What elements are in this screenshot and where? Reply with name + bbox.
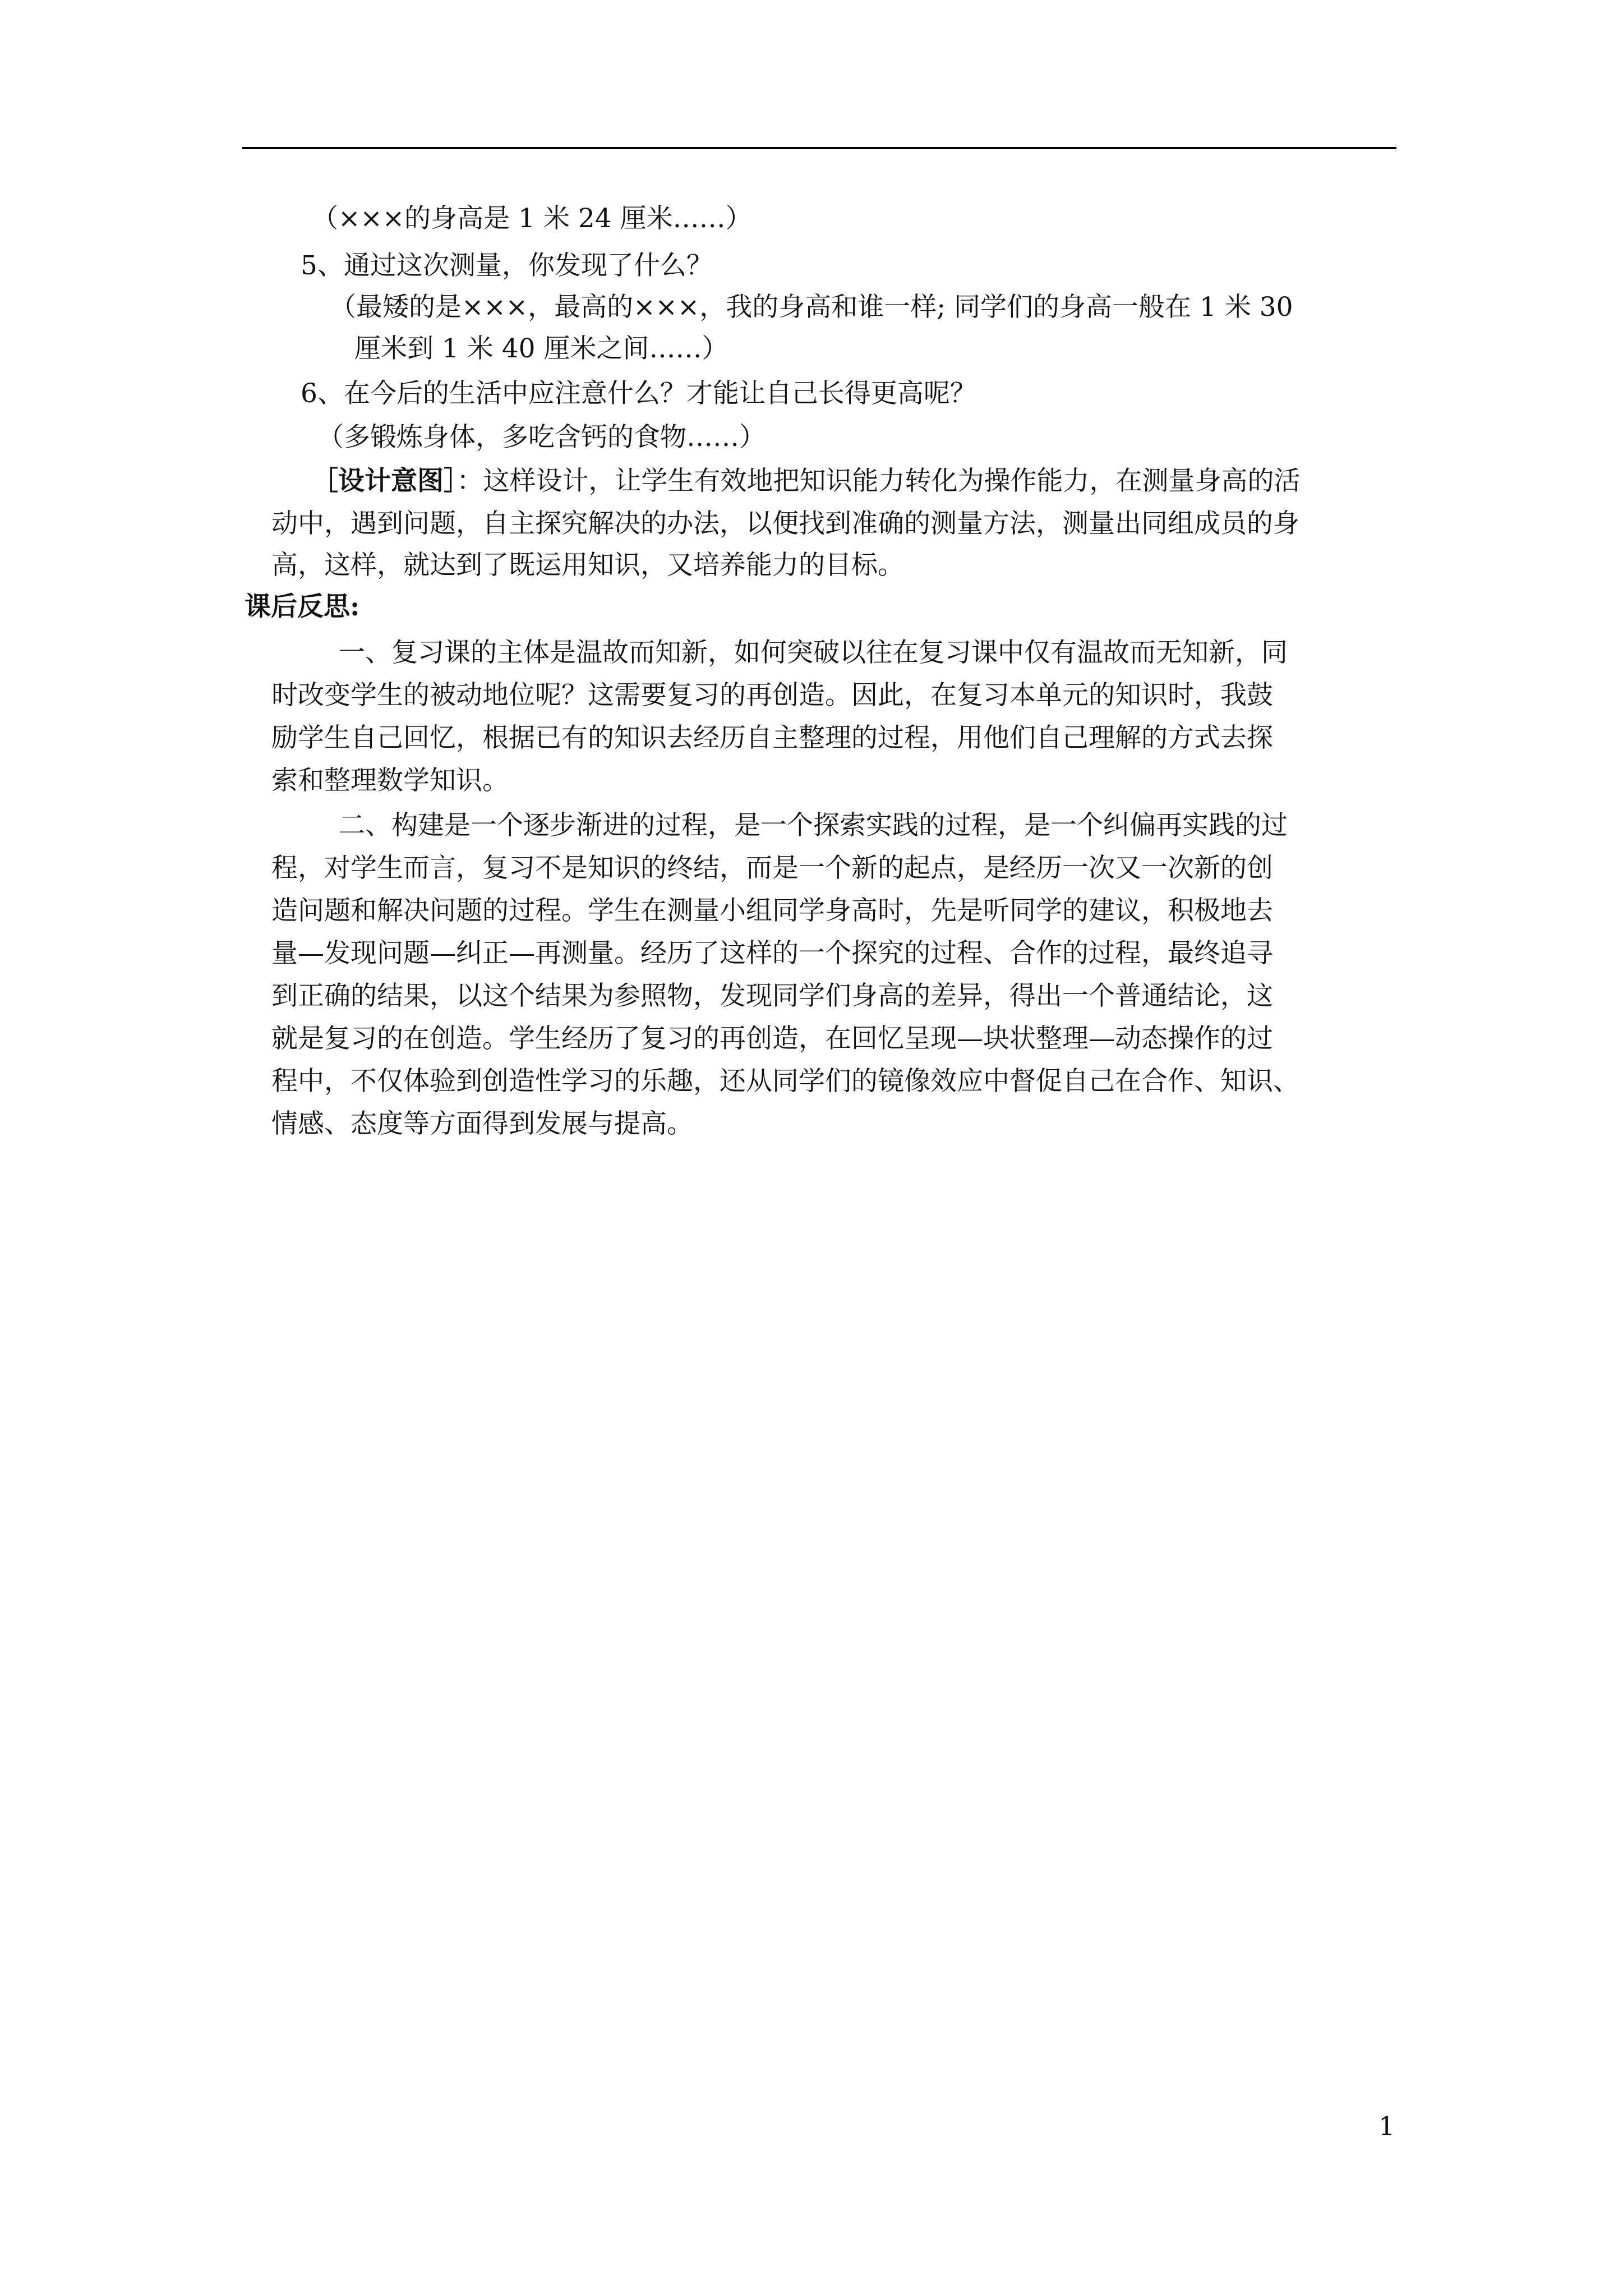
reflection-p1-line-1: 一、复习课的主体是温故而知新，如何突破以往在复习课中仅有温故而无知新，同 xyxy=(339,637,1288,668)
reflection-p2-line-3: 造问题和解决问题的过程。学生在测量小组同学身高时，先是听同学的建议，积极地去 xyxy=(271,895,1273,926)
header-rule xyxy=(242,147,1396,149)
reflection-heading: 课后反思: xyxy=(245,591,360,622)
design-intent-line-1 xyxy=(312,464,1301,498)
reflection-p2-line-4: 量—发现问题—纠正—再测量。经历了这样的一个探究的过程、合作的过程，最终追寻 xyxy=(271,938,1273,969)
design-intent-text-1: ：这样设计，让学生有效地把知识能力转化为操作能力，在测量身高的活 xyxy=(457,466,1301,496)
answer-5-line-2: 厘米到 1 米 40 厘米之间……） xyxy=(354,333,728,364)
reflection-p1-line-3: 励学生自己回忆，根据已有的知识去经历自主整理的过程，用他们自己理解的方式去探 xyxy=(271,723,1273,753)
answer-5-line-1: （最矮的是×××，最高的×××，我的身高和谁一样; 同学们的身高一般在 1 米 30 xyxy=(330,292,1293,323)
design-intent-label: ［设计意图］ xyxy=(312,466,457,496)
reflection-p2-line-2: 程，对学生而言，复习不是知识的终结，而是一个新的起点，是经历一次又一次新的创 xyxy=(271,853,1273,884)
reflection-p2-line-5: 到正确的结果，以这个结果为参照物，发现同学们身高的差异，得出一个普通结论，这 xyxy=(271,981,1273,1011)
reflection-p1-line-2: 时改变学生的被动地位呢？这需要复习的再创造。因此，在复习本单元的知识时，我鼓 xyxy=(271,680,1273,711)
answer-line-heights: （×××的身高是 1 米 24 厘米……） xyxy=(312,203,752,234)
question-5: 5、通过这次测量，你发现了什么？ xyxy=(301,250,713,281)
question-6: 6、在今后的生活中应注意什么？才能让自己长得更高呢？ xyxy=(301,378,976,409)
reflection-p1-line-4: 索和整理数学知识。 xyxy=(271,765,509,796)
design-intent-line-2: 动中，遇到问题，自主探究解决的办法，以便找到准确的测量方法，测量出同组成员的身 xyxy=(271,508,1299,539)
answer-6: （多锻炼身体，多吃含钙的食物……） xyxy=(317,422,766,453)
reflection-p2-line-6: 就是复习的在创造。学生经历了复习的再创造，在回忆呈现—块状整理—动态操作的过 xyxy=(271,1023,1273,1054)
reflection-p2-line-8: 情感、态度等方面得到发展与提高。 xyxy=(271,1108,693,1139)
reflection-p2-line-1: 二、构建是一个逐步渐进的过程，是一个探索实践的过程，是一个纠偏再实践的过 xyxy=(339,810,1288,841)
reflection-p2-line-7: 程中，不仅体验到创造性学习的乐趣，还从同学们的镜像效应中督促自己在合作、知识、 xyxy=(271,1066,1299,1097)
page-number: 1 xyxy=(1378,2111,1395,2141)
design-intent-line-3: 高，这样，就达到了既运用知识，又培养能力的目标。 xyxy=(271,550,904,581)
